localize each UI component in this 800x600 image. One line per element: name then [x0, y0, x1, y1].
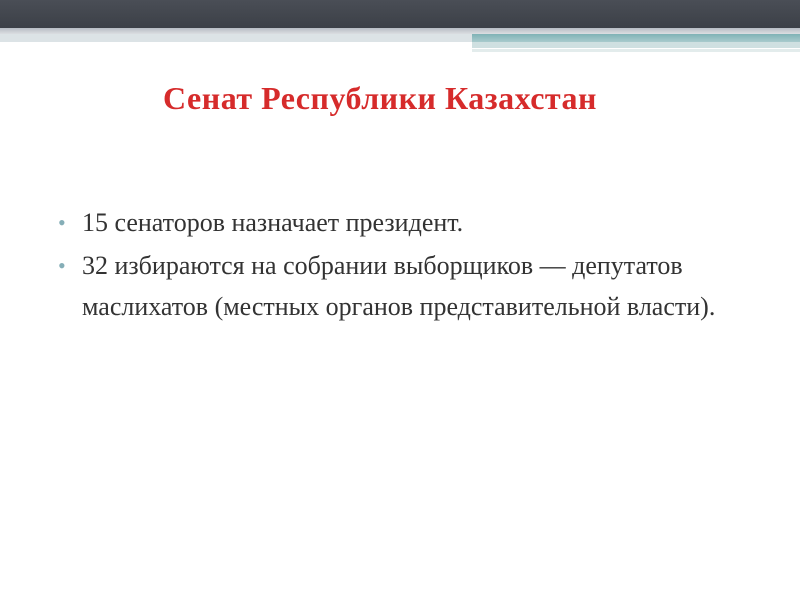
- header-band-teal-line: [472, 49, 800, 52]
- bullet-text: 32 избираются на собрании выборщиков — депутатов маслихатов (местных органов представительной власти).: [82, 251, 716, 321]
- bullet-icon: •: [58, 210, 66, 235]
- bullet-item: [58, 245, 758, 327]
- bullet-icon: •: [58, 253, 66, 278]
- bullet-text: 15 сенаторов назначает президент.: [82, 208, 464, 237]
- header-band-dark: [0, 0, 800, 28]
- bullet-item: [58, 202, 758, 243]
- bullet-list: [58, 202, 758, 329]
- header-band-teal: [472, 34, 800, 42]
- slide-title: Сенат Республики Казахстан: [163, 80, 597, 116]
- header-band-teal-thin: [472, 42, 800, 48]
